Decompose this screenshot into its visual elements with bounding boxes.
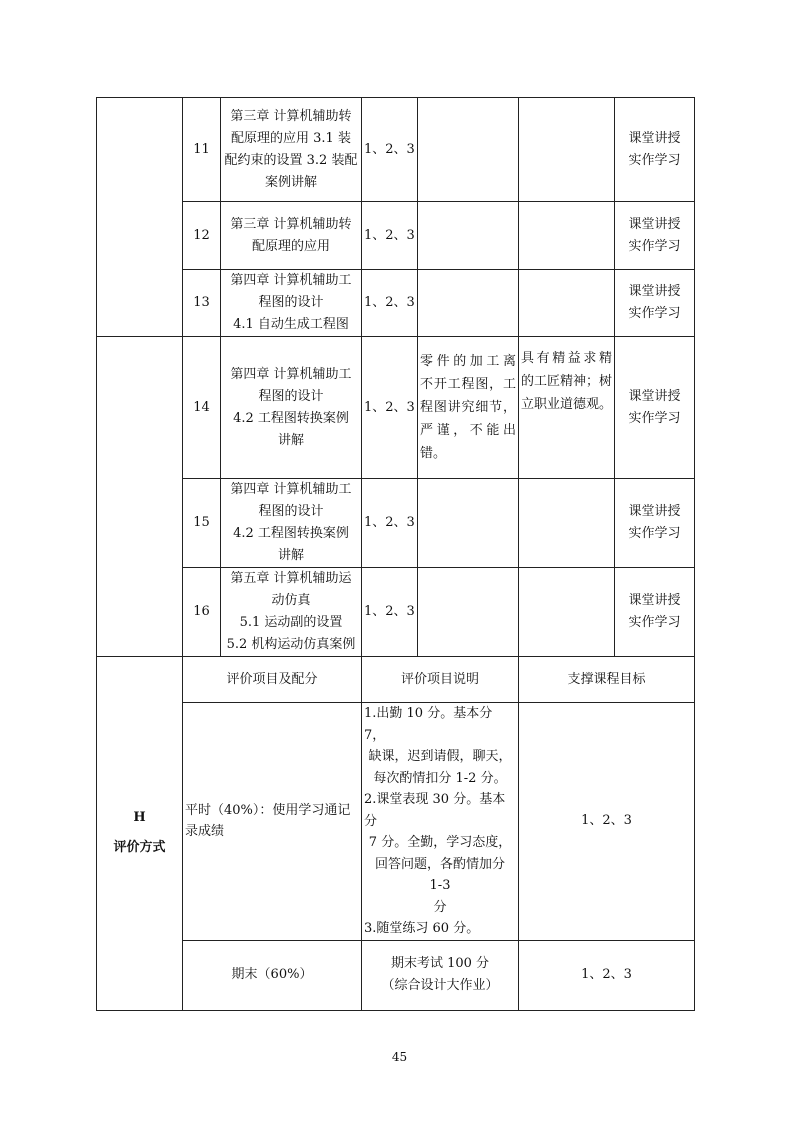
ideology-goal-line: 具有精益求精: [521, 351, 612, 366]
ideology-goal-line: 立职业道德观。: [521, 397, 613, 412]
content-line: 4.2 工程图转换案例: [233, 410, 349, 426]
course-table: [96, 97, 695, 1011]
evaluation-item-desc: [362, 940, 519, 1010]
desc-line: 1-3: [429, 878, 451, 893]
ideology-point-cell: [418, 202, 519, 270]
content-line: 第四章 计算机辅助工: [230, 482, 352, 497]
content-line: 程图的设计: [258, 295, 324, 310]
evaluation-row: [97, 703, 695, 941]
ideology-point-cell: [418, 568, 519, 657]
content-line: 第三章 计算机辅助转: [230, 108, 352, 124]
content-cell: [221, 337, 362, 479]
goals-cell: 1、2、3: [362, 98, 418, 202]
ideology-point-line: 程图讲究细节，: [420, 400, 516, 415]
desc-line: 分: [433, 899, 447, 915]
row-number: 13: [183, 270, 221, 337]
evaluation-item-goals: 1、2、3: [519, 940, 695, 1010]
goals-cell: 1、2、3: [362, 337, 418, 479]
ideology-goal-cell: [519, 337, 615, 479]
ideology-point-cell: [418, 270, 519, 337]
desc-line: 7 分。全勤，学习态度，: [368, 835, 512, 850]
ideology-goal-cell: [519, 202, 615, 270]
row-number: 14: [183, 337, 221, 479]
ideology-goal-line: 的工匠精神；树: [521, 374, 613, 389]
content-line: 配原理的应用: [251, 238, 330, 254]
table-row: [97, 270, 695, 337]
method-line: 课堂讲授: [628, 130, 681, 146]
header-item-description: 评价项目说明: [362, 657, 519, 703]
table-row: [97, 98, 695, 202]
content-line: 第四章 计算机辅助工: [230, 366, 352, 382]
evaluation-item-desc: [362, 703, 519, 941]
ideology-goal-cell: [519, 568, 615, 657]
ideology-goal-cell: [519, 98, 615, 202]
row-number: 16: [183, 568, 221, 657]
evaluation-item-name: 平时（40%）：使用学习通记录成绩: [183, 703, 362, 941]
content-cell: [221, 270, 362, 337]
content-cell: [221, 479, 362, 568]
method-line: 实作学习: [628, 615, 681, 630]
content-line: 配原理的应用 3.1 装: [231, 130, 351, 146]
ideology-point-line: 不开工程图，工: [420, 377, 516, 392]
method-line: 课堂讲授: [628, 284, 681, 299]
method-cell: [615, 98, 695, 202]
content-line: 第五章 计算机辅助运: [230, 571, 352, 586]
ideology-point-cell: [418, 479, 519, 568]
content-line: 4.1 自动生成工程图: [233, 317, 349, 332]
table-row: [97, 202, 695, 270]
evaluation-item-name: 期末（60%）: [183, 940, 362, 1010]
method-cell: [615, 479, 695, 568]
goals-cell: 1、2、3: [362, 202, 418, 270]
content-line: 动仿真: [271, 593, 311, 608]
method-line: 课堂讲授: [628, 593, 681, 608]
blank-cell: [97, 337, 183, 657]
ideology-goal-cell: [519, 270, 615, 337]
evaluation-header-row: [97, 657, 695, 703]
row-number: 12: [183, 202, 221, 270]
goals-cell: 1、2、3: [362, 479, 418, 568]
desc-line: 3.随堂练习 60 分。: [364, 921, 480, 936]
row-number: 11: [183, 98, 221, 202]
header-supported-goals: 支撑课程目标: [519, 657, 695, 703]
method-line: 实作学习: [628, 238, 681, 254]
table-row: [97, 337, 695, 479]
evaluation-item-goals: 1、2、3: [519, 703, 695, 941]
content-line: 讲解: [277, 548, 304, 563]
content-line: 案例讲解: [264, 174, 317, 190]
header-item-score: 评价项目及配分: [183, 657, 362, 703]
desc-line: 1.出勤 10 分。基本分 7，: [364, 706, 493, 743]
method-line: 课堂讲授: [628, 216, 681, 232]
desc-line: 2.课堂表现 30 分。基本分: [364, 792, 506, 829]
content-line: 第三章 计算机辅助转: [230, 216, 352, 232]
section-title: 评价方式: [113, 840, 166, 856]
method-cell: [615, 337, 695, 479]
content-line: 程图的设计: [258, 388, 324, 404]
ideology-point-line: 严谨，不能出: [420, 423, 516, 438]
desc-line: 回答问题，各酌情加分: [374, 856, 505, 872]
method-line: 实作学习: [628, 526, 681, 541]
content-line: 5.1 运动副的设置: [239, 615, 343, 630]
table-row: [97, 479, 695, 568]
desc-line: （综合设计大作业）: [381, 978, 499, 993]
evaluation-row: [97, 940, 695, 1010]
method-cell: [615, 270, 695, 337]
evaluation-section-label: [97, 657, 183, 1011]
desc-line: 期末考试 100 分: [390, 956, 490, 971]
method-line: 实作学习: [628, 306, 681, 321]
ideology-point-line: 错。: [420, 446, 447, 461]
ideology-point-cell: [418, 98, 519, 202]
method-cell: [615, 568, 695, 657]
page-number: 45: [391, 1050, 408, 1064]
method-line: 课堂讲授: [628, 504, 681, 519]
ideology-goal-cell: [519, 479, 615, 568]
goals-cell: 1、2、3: [362, 568, 418, 657]
content-cell: [221, 98, 362, 202]
table-row: [97, 568, 695, 657]
content-line: 配约束的设置 3.2 装配: [224, 152, 358, 168]
content-line: 第四章 计算机辅助工: [230, 273, 352, 288]
ideology-point-line: 零件的加工离: [420, 354, 516, 369]
goals-cell: 1、2、3: [362, 270, 418, 337]
method-line: 课堂讲授: [628, 388, 681, 404]
content-line: 讲解: [277, 432, 304, 448]
method-line: 实作学习: [628, 152, 681, 168]
desc-line: 每次酌情扣分 1-2 分。: [373, 770, 507, 786]
method-cell: [615, 202, 695, 270]
content-line: 5.2 机构运动仿真案例: [226, 637, 356, 652]
content-cell: [221, 568, 362, 657]
method-line: 实作学习: [628, 410, 681, 426]
blank-cell: [97, 98, 183, 337]
desc-line: 缺课，迟到请假，聊天，: [368, 749, 512, 764]
row-number: 15: [183, 479, 221, 568]
content-line: 程图的设计: [258, 504, 324, 519]
ideology-point-cell: [418, 337, 519, 479]
section-letter: H: [133, 810, 146, 826]
content-line: 4.2 工程图转换案例: [233, 526, 349, 541]
content-cell: [221, 202, 362, 270]
